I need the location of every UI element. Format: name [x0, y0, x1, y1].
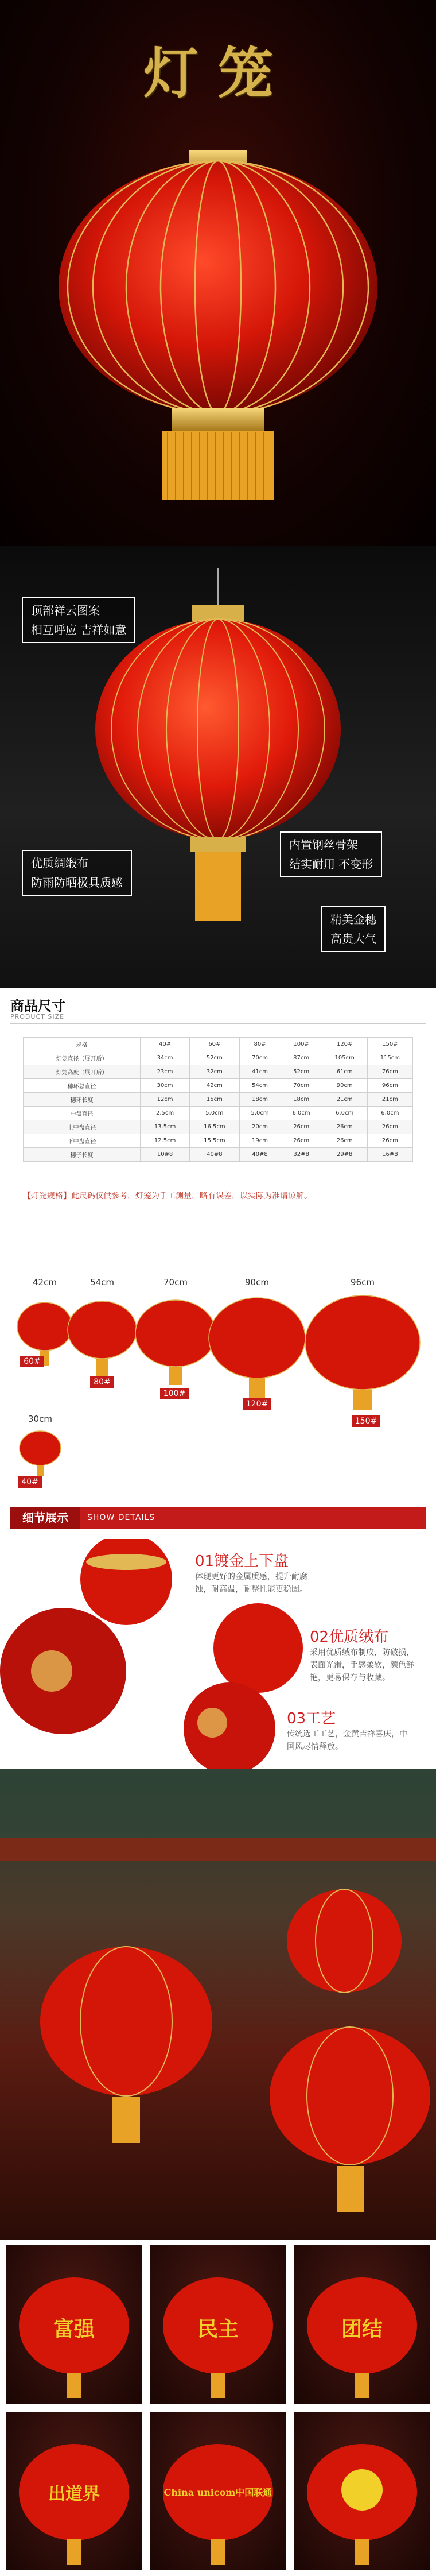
divider: [10, 1023, 426, 1024]
size-badge: 100#: [160, 1388, 189, 1399]
feature-tag-fabric: [22, 850, 132, 896]
compare-item: [234, 1277, 280, 1287]
table-cell: 70cm: [239, 1051, 281, 1065]
detail-title: 01镀金上下盘: [195, 1553, 289, 1570]
compare-label-80: [79, 1376, 125, 1388]
compare-label-100: [151, 1387, 197, 1399]
table-cell: 16#8: [367, 1148, 412, 1162]
table-cell: 26cm: [322, 1134, 367, 1148]
style-grid: [0, 2240, 436, 2576]
compare-label-40: [7, 1476, 53, 1488]
compare-lanterns: [0, 1269, 436, 1413]
detail-item-1: [195, 1549, 321, 1596]
table-row: [24, 1148, 413, 1162]
details-bar: [10, 1507, 426, 1529]
table-cell: 12cm: [140, 1093, 189, 1107]
table-cell: 灯笼直径（展开后）: [24, 1051, 141, 1065]
size-badge: 120#: [243, 1398, 271, 1410]
table-cell: 5.0cm: [190, 1107, 239, 1120]
table-row: [24, 1120, 413, 1134]
table-cell: 61cm: [322, 1065, 367, 1079]
detail-item-3: [287, 1707, 413, 1753]
table-row: [24, 1134, 413, 1148]
compare-item: [340, 1277, 386, 1287]
table-cell: 115cm: [367, 1051, 412, 1065]
details-subtitle: SHOW DETAILS: [87, 1513, 155, 1522]
table-cell: 6.0cm: [281, 1107, 322, 1120]
style-card: [6, 2412, 142, 2570]
table-cell: 穗环总直径: [24, 1079, 141, 1093]
table-cell: 32#8: [281, 1148, 322, 1162]
table-cell: 26cm: [367, 1120, 412, 1134]
style-card: [294, 2245, 430, 2404]
table-cell: 12.5cm: [140, 1134, 189, 1148]
table-cell: 76cm: [367, 1065, 412, 1079]
table-header-cell: 80#: [239, 1038, 281, 1051]
compare-item: [22, 1277, 68, 1287]
size-badge: 150#: [352, 1415, 380, 1427]
table-cell: 21cm: [367, 1093, 412, 1107]
compare-label-120: [234, 1398, 280, 1410]
compare-label-150: [343, 1415, 389, 1427]
feature-tag-line: 顶部祥云图案: [31, 604, 100, 617]
table-cell: 54cm: [239, 1079, 281, 1093]
scene-lanterns: [0, 1769, 436, 2240]
scene-photo: [0, 1769, 436, 2240]
table-cell: 21cm: [322, 1093, 367, 1107]
size-title: 商品尺寸: [10, 998, 65, 1014]
compare-dim: 30cm: [28, 1414, 52, 1424]
compare-dim: 96cm: [351, 1277, 375, 1287]
feature-tag-line: 内置钢丝骨架: [289, 838, 358, 852]
compare-item: [153, 1277, 198, 1287]
size-compare-small: [0, 1413, 436, 1493]
table-cell: 105cm: [322, 1051, 367, 1065]
size-badge: 80#: [90, 1376, 114, 1388]
table-cell: 26cm: [281, 1134, 322, 1148]
table-row: [24, 1107, 413, 1120]
detail-title: 03工艺: [287, 1710, 336, 1727]
table-cell: 26cm: [367, 1134, 412, 1148]
table-cell: 2.5cm: [140, 1107, 189, 1120]
detail-photo-craft: [184, 1682, 275, 1769]
style-word: China unicom中国联通: [164, 2487, 272, 2498]
feature-tag-tassel: [321, 906, 386, 952]
compare-label-60: [9, 1355, 55, 1367]
table-row: [24, 1065, 413, 1079]
table-cell: 40#8: [190, 1148, 239, 1162]
table-row: [24, 1079, 413, 1093]
table-cell: 52cm: [190, 1051, 239, 1065]
table-header-cell: 150#: [367, 1038, 412, 1051]
table-header-cell: 规格: [24, 1038, 141, 1051]
size-table: [23, 1037, 413, 1162]
table-cell: 穗子长度: [24, 1148, 141, 1162]
style-word: 团结: [341, 2317, 383, 2341]
details-header: [0, 1493, 436, 1539]
compare-item: [79, 1277, 125, 1287]
table-cell: 23cm: [140, 1065, 189, 1079]
table-cell: 5.0cm: [239, 1107, 281, 1120]
compare-dim: 54cm: [90, 1277, 114, 1287]
table-cell: 96cm: [367, 1079, 412, 1093]
detail-photo-cap: [80, 1539, 172, 1625]
detail-body: 传统选工工艺，金黄吉祥喜庆，中国风尽情释放。: [287, 1730, 407, 1751]
table-cell: 42cm: [190, 1079, 239, 1093]
table-header-cell: 120#: [322, 1038, 367, 1051]
table-cell: 52cm: [281, 1065, 322, 1079]
size-compare: [0, 1269, 436, 1413]
table-cell: 40#8: [239, 1148, 281, 1162]
table-cell: 6.0cm: [367, 1107, 412, 1120]
compare-dim: 90cm: [245, 1277, 269, 1287]
table-cell: 6.0cm: [322, 1107, 367, 1120]
details-section: [0, 1539, 436, 1769]
detail-body: 体现更好的金属质感，提升耐腐蚀，耐高温，耐整性能更稳固。: [195, 1572, 307, 1594]
size-subtitle: PRODUCT SIZE: [10, 1013, 65, 1020]
size-badge: 40#: [18, 1476, 42, 1488]
style-word: 出道界: [48, 2484, 100, 2504]
table-cell: 灯笼高度（展开后）: [24, 1065, 141, 1079]
detail-item-2: [310, 1625, 419, 1684]
table-cell: 29#8: [322, 1148, 367, 1162]
table-cell: 20cm: [239, 1120, 281, 1134]
table-header-cell: 100#: [281, 1038, 322, 1051]
table-row: [24, 1093, 413, 1107]
bottom-cap: [172, 408, 264, 431]
table-cell: 15.5cm: [190, 1134, 239, 1148]
table-cell: 70cm: [281, 1079, 322, 1093]
panel-lantern-body: [95, 619, 341, 840]
table-cell: 穗环长度: [24, 1093, 141, 1107]
table-cell: 18cm: [239, 1093, 281, 1107]
table-row: [24, 1051, 413, 1065]
table-cell: 16.5cm: [190, 1120, 239, 1134]
style-card: [150, 2245, 286, 2404]
feature-tag-cloud-pattern: [22, 597, 135, 643]
feature-tag-line: 高贵大气: [330, 932, 376, 946]
feature-tag-line: 防雨防晒极具质感: [31, 876, 123, 889]
table-cell: 18cm: [281, 1093, 322, 1107]
size-note: 【灯笼规格】此尺码仅供参考，灯笼为手工测量，略有误差，以实际为准请谅解。: [23, 1192, 312, 1201]
table-cell: 87cm: [281, 1051, 322, 1065]
hero-banner: [0, 0, 436, 546]
detail-photo-fabric-close: [213, 1603, 303, 1693]
table-cell: 上中盘直径: [24, 1120, 141, 1134]
table-cell: 26cm: [281, 1120, 322, 1134]
feature-tag-line: 相互呼应 吉祥如意: [31, 623, 127, 637]
lantern-body: [59, 161, 377, 413]
table-header-cell: 40#: [140, 1038, 189, 1051]
hero-lantern-illustration: [0, 0, 436, 546]
feature-tag-frame: [280, 831, 382, 877]
table-cell: 中盘直径: [24, 1107, 141, 1120]
table-cell: 15cm: [190, 1093, 239, 1107]
size-badge: 60#: [20, 1356, 44, 1367]
compare-item: [17, 1414, 63, 1424]
table-cell: 41cm: [239, 1065, 281, 1079]
table-cell: 34cm: [140, 1051, 189, 1065]
table-cell: 90cm: [322, 1079, 367, 1093]
style-word: 民主: [197, 2317, 239, 2341]
table-cell: 30cm: [140, 1079, 189, 1093]
table-cell: 13.5cm: [140, 1120, 189, 1134]
feature-tag-line: 优质绸缎布: [31, 856, 88, 870]
size-section: [0, 988, 436, 1269]
details-title: 细节展示: [10, 1507, 80, 1529]
compare-dim: 42cm: [33, 1277, 57, 1287]
style-word: 富强: [53, 2317, 95, 2341]
detail-body: 采用优质绒布制成，防破损，表面光滑，手感柔软，颜色鲜艳，更易保存与收藏。: [310, 1648, 414, 1682]
style-card: [294, 2412, 430, 2570]
table-cell: 下中盘直径: [24, 1134, 141, 1148]
style-card: [6, 2245, 142, 2404]
compare-dim: 70cm: [164, 1277, 188, 1287]
table-cell: 26cm: [322, 1120, 367, 1134]
table-cell: 32cm: [190, 1065, 239, 1079]
hero-title: 灯笼: [143, 41, 293, 106]
detail-title: 02优质绒布: [310, 1629, 389, 1646]
feature-tag-line: 精美金穗: [330, 912, 376, 926]
feature-panel: [0, 546, 436, 988]
tassel: [162, 431, 274, 500]
table-cell: 19cm: [239, 1134, 281, 1148]
table-cell: 10#8: [140, 1148, 189, 1162]
feature-tag-line: 结实耐用 不变形: [289, 857, 373, 871]
table-header-row: [24, 1038, 413, 1051]
table-header-cell: 60#: [190, 1038, 239, 1051]
style-card: [150, 2412, 286, 2570]
